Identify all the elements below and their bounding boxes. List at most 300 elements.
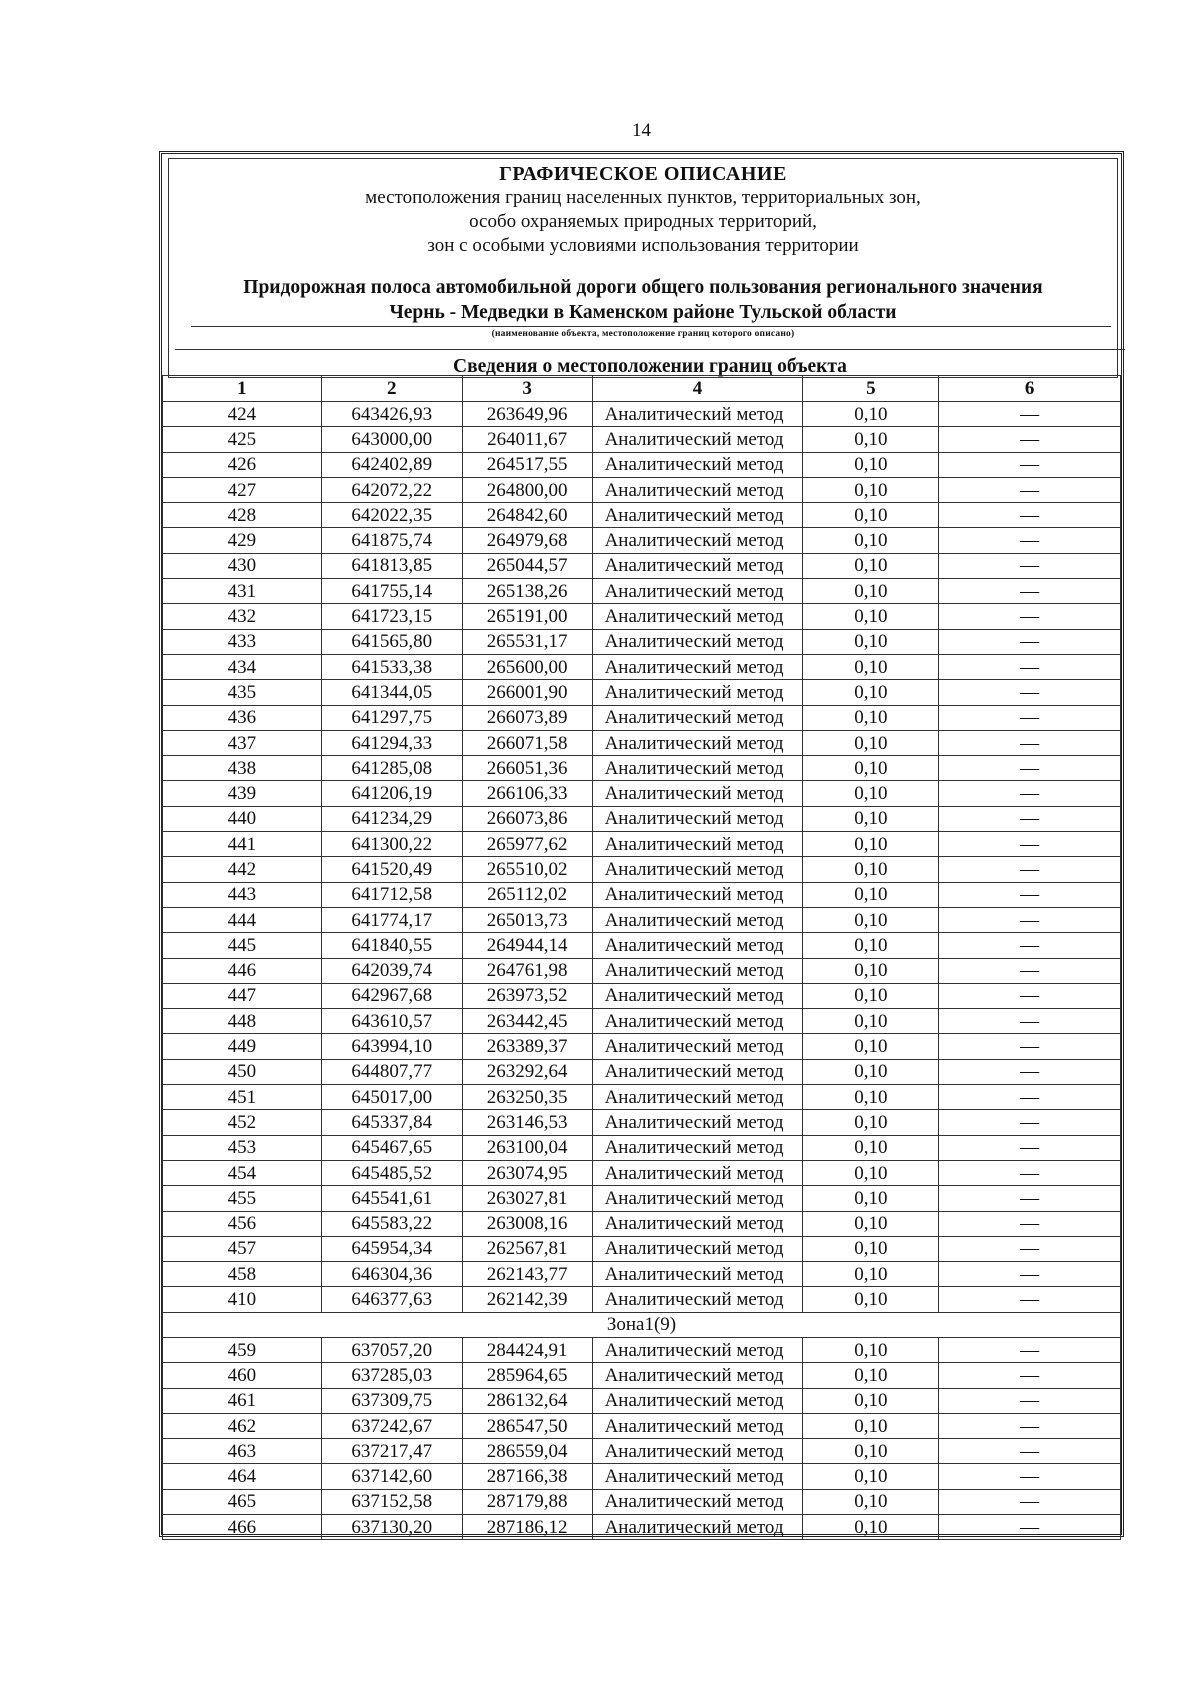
x-coordinate-cell: 645017,00 (321, 1085, 462, 1110)
accuracy-cell: 0,10 (803, 528, 939, 553)
coordinates-table (162, 375, 1121, 1540)
x-coordinate-cell: 641755,14 (321, 579, 462, 604)
table-row (163, 781, 1121, 806)
y-coordinate-cell: 265044,57 (462, 553, 592, 578)
point-number-cell: 429 (163, 528, 322, 553)
x-coordinate-cell: 637057,20 (321, 1337, 462, 1362)
method-cell: Аналитический метод (592, 1464, 803, 1489)
table-row (163, 933, 1121, 958)
method-cell: Аналитический метод (592, 1160, 803, 1185)
description-cell: — (939, 1236, 1121, 1261)
x-coordinate-cell: 644807,77 (321, 1059, 462, 1084)
x-coordinate-cell: 641533,38 (321, 654, 462, 679)
x-coordinate-cell: 641774,17 (321, 907, 462, 932)
table-row (163, 503, 1121, 528)
table-row (163, 680, 1121, 705)
description-cell: — (939, 553, 1121, 578)
description-cell: — (939, 528, 1121, 553)
point-number-cell: 434 (163, 654, 322, 679)
description-cell: — (939, 882, 1121, 907)
table-row (163, 654, 1121, 679)
x-coordinate-cell: 641520,49 (321, 857, 462, 882)
point-number-cell: 461 (163, 1388, 322, 1413)
description-cell: — (939, 705, 1121, 730)
page-number: 14 (632, 120, 651, 141)
point-number-cell: 448 (163, 1009, 322, 1034)
y-coordinate-cell: 287179,88 (462, 1489, 592, 1514)
y-coordinate-cell: 263389,37 (462, 1034, 592, 1059)
description-cell: — (939, 1388, 1121, 1413)
table-row (163, 427, 1121, 452)
table-row (163, 1186, 1121, 1211)
x-coordinate-cell: 646304,36 (321, 1262, 462, 1287)
table-row (163, 1009, 1121, 1034)
header-box (168, 158, 1118, 378)
y-coordinate-cell: 265191,00 (462, 604, 592, 629)
description-cell: — (939, 832, 1121, 857)
x-coordinate-cell: 641234,29 (321, 806, 462, 831)
point-number-cell: 455 (163, 1186, 322, 1211)
y-coordinate-cell: 264761,98 (462, 958, 592, 983)
y-coordinate-cell: 264842,60 (462, 503, 592, 528)
zone-label: Зона1(9) (163, 1312, 1121, 1337)
y-coordinate-cell: 265510,02 (462, 857, 592, 882)
description-cell: — (939, 604, 1121, 629)
method-cell: Аналитический метод (592, 781, 803, 806)
x-coordinate-cell: 641285,08 (321, 756, 462, 781)
description-cell: — (939, 1034, 1121, 1059)
y-coordinate-cell: 263146,53 (462, 1110, 592, 1135)
point-number-cell: 451 (163, 1085, 322, 1110)
table-row (163, 857, 1121, 882)
description-cell: — (939, 579, 1121, 604)
method-cell: Аналитический метод (592, 1439, 803, 1464)
x-coordinate-cell: 645541,61 (321, 1186, 462, 1211)
method-cell: Аналитический метод (592, 730, 803, 755)
subtitle-line: особо охраняемых природных территорий, (469, 211, 817, 232)
document-frame (159, 151, 1124, 1537)
y-coordinate-cell: 285964,65 (462, 1363, 592, 1388)
object-name-line: Чернь - Медведки в Каменском районе Тульской области (389, 302, 897, 323)
table-row (163, 1262, 1121, 1287)
point-number-cell: 442 (163, 857, 322, 882)
accuracy-cell: 0,10 (803, 882, 939, 907)
y-coordinate-cell: 265138,26 (462, 579, 592, 604)
x-coordinate-cell: 645485,52 (321, 1160, 462, 1185)
description-cell: — (939, 452, 1121, 477)
method-cell: Аналитический метод (592, 832, 803, 857)
accuracy-cell: 0,10 (803, 1211, 939, 1236)
description-cell: — (939, 1085, 1121, 1110)
accuracy-cell: 0,10 (803, 553, 939, 578)
method-cell: Аналитический метод (592, 1515, 803, 1540)
table-header-row (163, 376, 1121, 402)
point-number-cell: 437 (163, 730, 322, 755)
accuracy-cell: 0,10 (803, 1363, 939, 1388)
point-number-cell: 453 (163, 1135, 322, 1160)
table-body (163, 402, 1121, 1540)
method-cell: Аналитический метод (592, 402, 803, 427)
accuracy-cell: 0,10 (803, 579, 939, 604)
accuracy-cell: 0,10 (803, 933, 939, 958)
table-row (163, 528, 1121, 553)
method-cell: Аналитический метод (592, 680, 803, 705)
description-cell: — (939, 1413, 1121, 1438)
y-coordinate-cell: 265977,62 (462, 832, 592, 857)
point-number-cell: 432 (163, 604, 322, 629)
accuracy-cell: 0,10 (803, 477, 939, 502)
method-cell: Аналитический метод (592, 452, 803, 477)
y-coordinate-cell: 262143,77 (462, 1262, 592, 1287)
point-number-cell: 457 (163, 1236, 322, 1261)
method-cell: Аналитический метод (592, 756, 803, 781)
table-row (163, 882, 1121, 907)
accuracy-cell: 0,10 (803, 1034, 939, 1059)
point-number-cell: 463 (163, 1439, 322, 1464)
description-cell: — (939, 1337, 1121, 1362)
method-cell: Аналитический метод (592, 958, 803, 983)
point-number-cell: 440 (163, 806, 322, 831)
accuracy-cell: 0,10 (803, 756, 939, 781)
point-number-cell: 424 (163, 402, 322, 427)
accuracy-cell: 0,10 (803, 1085, 939, 1110)
point-number-cell: 450 (163, 1059, 322, 1084)
method-cell: Аналитический метод (592, 933, 803, 958)
table-row (163, 629, 1121, 654)
y-coordinate-cell: 265013,73 (462, 907, 592, 932)
y-coordinate-cell: 263292,64 (462, 1059, 592, 1084)
description-cell: — (939, 427, 1121, 452)
method-cell: Аналитический метод (592, 1059, 803, 1084)
description-cell: — (939, 654, 1121, 679)
y-coordinate-cell: 266071,58 (462, 730, 592, 755)
y-coordinate-cell: 263027,81 (462, 1186, 592, 1211)
point-number-cell: 444 (163, 907, 322, 932)
accuracy-cell: 0,10 (803, 705, 939, 730)
accuracy-cell: 0,10 (803, 1009, 939, 1034)
table-row (163, 1439, 1121, 1464)
point-number-cell: 441 (163, 832, 322, 857)
x-coordinate-cell: 645583,22 (321, 1211, 462, 1236)
accuracy-cell: 0,10 (803, 1059, 939, 1084)
x-coordinate-cell: 641297,75 (321, 705, 462, 730)
table-row (163, 1337, 1121, 1362)
accuracy-cell: 0,10 (803, 857, 939, 882)
accuracy-cell: 0,10 (803, 1439, 939, 1464)
point-number-cell: 410 (163, 1287, 322, 1312)
y-coordinate-cell: 264800,00 (462, 477, 592, 502)
point-number-cell: 425 (163, 427, 322, 452)
point-number-cell: 428 (163, 503, 322, 528)
description-cell: — (939, 629, 1121, 654)
accuracy-cell: 0,10 (803, 1515, 939, 1540)
table-row (163, 1363, 1121, 1388)
table-row (163, 1110, 1121, 1135)
description-cell: — (939, 503, 1121, 528)
x-coordinate-cell: 643000,00 (321, 427, 462, 452)
x-coordinate-cell: 646377,63 (321, 1287, 462, 1312)
accuracy-cell: 0,10 (803, 452, 939, 477)
y-coordinate-cell: 286547,50 (462, 1413, 592, 1438)
method-cell: Аналитический метод (592, 1034, 803, 1059)
table-row (163, 983, 1121, 1008)
x-coordinate-cell: 642072,22 (321, 477, 462, 502)
description-cell: — (939, 1135, 1121, 1160)
x-coordinate-cell: 641723,15 (321, 604, 462, 629)
point-number-cell: 438 (163, 756, 322, 781)
accuracy-cell: 0,10 (803, 427, 939, 452)
table-row (163, 705, 1121, 730)
accuracy-cell: 0,10 (803, 806, 939, 831)
method-cell: Аналитический метод (592, 1287, 803, 1312)
y-coordinate-cell: 287166,38 (462, 1464, 592, 1489)
x-coordinate-cell: 637242,67 (321, 1413, 462, 1438)
y-coordinate-cell: 264011,67 (462, 427, 592, 452)
y-coordinate-cell: 263008,16 (462, 1211, 592, 1236)
y-coordinate-cell: 262142,39 (462, 1287, 592, 1312)
x-coordinate-cell: 641344,05 (321, 680, 462, 705)
description-cell: — (939, 983, 1121, 1008)
table-row (163, 477, 1121, 502)
description-cell: — (939, 933, 1121, 958)
x-coordinate-cell: 641565,80 (321, 629, 462, 654)
x-coordinate-cell: 642967,68 (321, 983, 462, 1008)
y-coordinate-cell: 265600,00 (462, 654, 592, 679)
description-cell: — (939, 857, 1121, 882)
description-cell: — (939, 1363, 1121, 1388)
method-cell: Аналитический метод (592, 882, 803, 907)
method-cell: Аналитический метод (592, 553, 803, 578)
object-name-rule (191, 326, 1111, 327)
accuracy-cell: 0,10 (803, 1262, 939, 1287)
object-name-line: Придорожная полоса автомобильной дороги общего пользования регионального значения (243, 277, 1043, 298)
table-row (163, 604, 1121, 629)
accuracy-cell: 0,10 (803, 1388, 939, 1413)
point-number-cell: 446 (163, 958, 322, 983)
point-number-cell: 430 (163, 553, 322, 578)
accuracy-cell: 0,10 (803, 629, 939, 654)
table-row (163, 1236, 1121, 1261)
method-cell: Аналитический метод (592, 1009, 803, 1034)
point-number-cell: 431 (163, 579, 322, 604)
section-title: Сведения о местоположении границ объекта (175, 349, 1125, 379)
table-row (163, 806, 1121, 831)
table-row (163, 1287, 1121, 1312)
description-cell: — (939, 907, 1121, 932)
accuracy-cell: 0,10 (803, 680, 939, 705)
method-cell: Аналитический метод (592, 1262, 803, 1287)
method-cell: Аналитический метод (592, 1110, 803, 1135)
table-row (163, 832, 1121, 857)
y-coordinate-cell: 264979,68 (462, 528, 592, 553)
x-coordinate-cell: 645954,34 (321, 1236, 462, 1261)
accuracy-cell: 0,10 (803, 402, 939, 427)
table-row (163, 553, 1121, 578)
point-number-cell: 458 (163, 1262, 322, 1287)
y-coordinate-cell: 263649,96 (462, 402, 592, 427)
method-cell: Аналитический метод (592, 1388, 803, 1413)
table-row (163, 452, 1121, 477)
method-cell: Аналитический метод (592, 806, 803, 831)
column-header: 3 (462, 376, 592, 402)
subtitle-line: зон с особыми условиями использования территории (427, 235, 859, 256)
y-coordinate-cell: 262567,81 (462, 1236, 592, 1261)
description-cell: — (939, 1009, 1121, 1034)
column-header: 4 (592, 376, 803, 402)
accuracy-cell: 0,10 (803, 1186, 939, 1211)
description-cell: — (939, 477, 1121, 502)
method-cell: Аналитический метод (592, 477, 803, 502)
method-cell: Аналитический метод (592, 705, 803, 730)
zone-header-row (163, 1312, 1121, 1337)
x-coordinate-cell: 643994,10 (321, 1034, 462, 1059)
point-number-cell: 436 (163, 705, 322, 730)
y-coordinate-cell: 265112,02 (462, 882, 592, 907)
x-coordinate-cell: 637130,20 (321, 1515, 462, 1540)
accuracy-cell: 0,10 (803, 1489, 939, 1514)
y-coordinate-cell: 286132,64 (462, 1388, 592, 1413)
table-row (163, 756, 1121, 781)
table-row (163, 1211, 1121, 1236)
point-number-cell: 460 (163, 1363, 322, 1388)
description-cell: — (939, 1059, 1121, 1084)
y-coordinate-cell: 263973,52 (462, 983, 592, 1008)
table-row (163, 1160, 1121, 1185)
table-row (163, 402, 1121, 427)
y-coordinate-cell: 263100,04 (462, 1135, 592, 1160)
description-cell: — (939, 756, 1121, 781)
table-row (163, 1413, 1121, 1438)
point-number-cell: 445 (163, 933, 322, 958)
method-cell: Аналитический метод (592, 983, 803, 1008)
accuracy-cell: 0,10 (803, 503, 939, 528)
y-coordinate-cell: 266073,89 (462, 705, 592, 730)
method-cell: Аналитический метод (592, 579, 803, 604)
x-coordinate-cell: 642022,35 (321, 503, 462, 528)
description-cell: — (939, 1186, 1121, 1211)
y-coordinate-cell: 263250,35 (462, 1085, 592, 1110)
y-coordinate-cell: 266051,36 (462, 756, 592, 781)
point-number-cell: 462 (163, 1413, 322, 1438)
table-row (163, 1464, 1121, 1489)
table-row (163, 1135, 1121, 1160)
x-coordinate-cell: 645467,65 (321, 1135, 462, 1160)
document-title: ГРАФИЧЕСКОЕ ОПИСАНИЕ (499, 163, 787, 185)
description-cell: — (939, 1160, 1121, 1185)
point-number-cell: 464 (163, 1464, 322, 1489)
accuracy-cell: 0,10 (803, 1160, 939, 1185)
accuracy-cell: 0,10 (803, 604, 939, 629)
table-row (163, 1489, 1121, 1514)
column-header: 6 (939, 376, 1121, 402)
method-cell: Аналитический метод (592, 528, 803, 553)
table-row (163, 1059, 1121, 1084)
table-row (163, 730, 1121, 755)
accuracy-cell: 0,10 (803, 832, 939, 857)
point-number-cell: 426 (163, 452, 322, 477)
point-number-cell: 427 (163, 477, 322, 502)
method-cell: Аналитический метод (592, 1135, 803, 1160)
description-cell: — (939, 1439, 1121, 1464)
accuracy-cell: 0,10 (803, 781, 939, 806)
x-coordinate-cell: 641840,55 (321, 933, 462, 958)
x-coordinate-cell: 642039,74 (321, 958, 462, 983)
method-cell: Аналитический метод (592, 427, 803, 452)
accuracy-cell: 0,10 (803, 1135, 939, 1160)
method-cell: Аналитический метод (592, 629, 803, 654)
description-cell: — (939, 806, 1121, 831)
y-coordinate-cell: 266001,90 (462, 680, 592, 705)
x-coordinate-cell: 641813,85 (321, 553, 462, 578)
description-cell: — (939, 1211, 1121, 1236)
y-coordinate-cell: 264944,14 (462, 933, 592, 958)
x-coordinate-cell: 643426,93 (321, 402, 462, 427)
accuracy-cell: 0,10 (803, 654, 939, 679)
description-cell: — (939, 1515, 1121, 1540)
subtitle-line: местоположения границ населенных пунктов, территориальных зон, (365, 187, 921, 208)
x-coordinate-cell: 641300,22 (321, 832, 462, 857)
method-cell: Аналитический метод (592, 1085, 803, 1110)
table-row (163, 579, 1121, 604)
table-row (163, 907, 1121, 932)
x-coordinate-cell: 637152,58 (321, 1489, 462, 1514)
description-cell: — (939, 781, 1121, 806)
point-number-cell: 466 (163, 1515, 322, 1540)
column-header: 1 (163, 376, 322, 402)
table-row (163, 1034, 1121, 1059)
method-cell: Аналитический метод (592, 857, 803, 882)
x-coordinate-cell: 641294,33 (321, 730, 462, 755)
accuracy-cell: 0,10 (803, 1287, 939, 1312)
method-cell: Аналитический метод (592, 1413, 803, 1438)
description-cell: — (939, 1464, 1121, 1489)
method-cell: Аналитический метод (592, 907, 803, 932)
table-row (163, 1085, 1121, 1110)
method-cell: Аналитический метод (592, 1186, 803, 1211)
object-caption: (наименование объекта, местоположение границ которого описано) (491, 329, 795, 339)
table-row (163, 1388, 1121, 1413)
x-coordinate-cell: 637217,47 (321, 1439, 462, 1464)
accuracy-cell: 0,10 (803, 730, 939, 755)
description-cell: — (939, 1110, 1121, 1135)
description-cell: — (939, 730, 1121, 755)
y-coordinate-cell: 286559,04 (462, 1439, 592, 1464)
point-number-cell: 443 (163, 882, 322, 907)
y-coordinate-cell: 263074,95 (462, 1160, 592, 1185)
point-number-cell: 447 (163, 983, 322, 1008)
point-number-cell: 456 (163, 1211, 322, 1236)
table-row (163, 1515, 1121, 1540)
description-cell: — (939, 958, 1121, 983)
method-cell: Аналитический метод (592, 1337, 803, 1362)
method-cell: Аналитический метод (592, 1489, 803, 1514)
y-coordinate-cell: 266073,86 (462, 806, 592, 831)
x-coordinate-cell: 637309,75 (321, 1388, 462, 1413)
point-number-cell: 435 (163, 680, 322, 705)
x-coordinate-cell: 645337,84 (321, 1110, 462, 1135)
description-cell: — (939, 1262, 1121, 1287)
column-header: 5 (803, 376, 939, 402)
method-cell: Аналитический метод (592, 604, 803, 629)
column-header: 2 (321, 376, 462, 402)
accuracy-cell: 0,10 (803, 1464, 939, 1489)
x-coordinate-cell: 641712,58 (321, 882, 462, 907)
y-coordinate-cell: 287186,12 (462, 1515, 592, 1540)
description-cell: — (939, 1287, 1121, 1312)
x-coordinate-cell: 642402,89 (321, 452, 462, 477)
x-coordinate-cell: 637142,60 (321, 1464, 462, 1489)
method-cell: Аналитический метод (592, 503, 803, 528)
